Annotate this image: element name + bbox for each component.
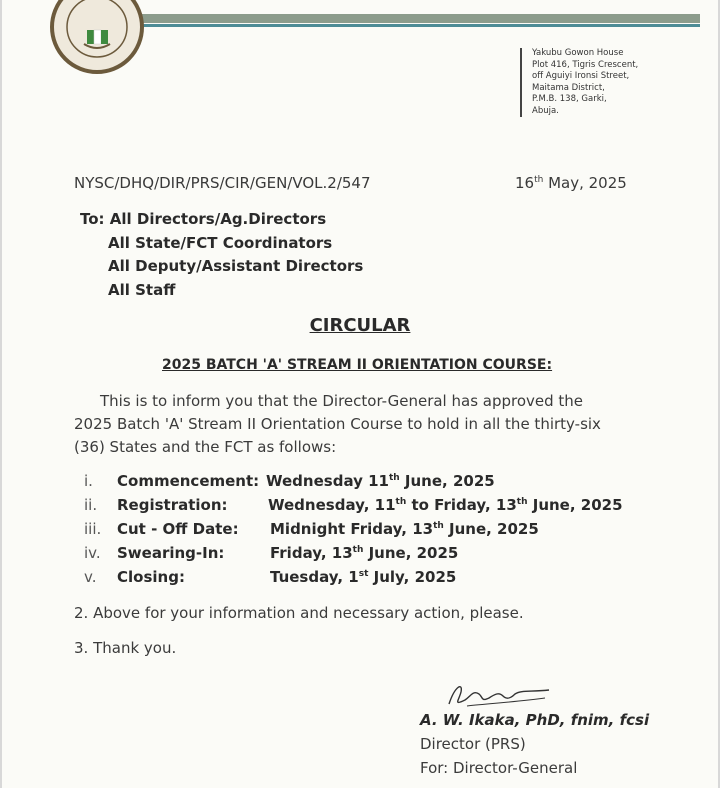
address-line: Abuja. — [532, 105, 559, 116]
item-label: Registration: — [117, 496, 228, 514]
recipient-line: All State/FCT Coordinators — [108, 233, 333, 252]
item-value: Wednesday 11th June, 2025 — [266, 472, 495, 490]
address-line: Maitama District, — [532, 82, 605, 93]
recipient-line: To: All Directors/Ag.Directors — [80, 210, 327, 228]
item-number: iv. — [84, 544, 101, 562]
address-line: Plot 416, Tigris Crescent, — [532, 59, 639, 70]
signer-title: Director (PRS) — [420, 735, 526, 753]
letterhead-address — [520, 48, 638, 117]
letterhead-bar — [140, 14, 700, 23]
item-value: Friday, 13th June, 2025 — [270, 544, 459, 562]
letter-date — [515, 174, 627, 192]
body-line: This is to inform you that the Director-General has approved the — [100, 392, 584, 410]
address-line: P.M.B. 138, Garki, — [532, 94, 607, 104]
closing-paragraph: 2. Above for your information and necessary action, please. — [74, 604, 524, 622]
circular-heading: CIRCULAR — [309, 315, 411, 336]
item-number: v. — [84, 568, 97, 586]
item-label: Commencement: — [117, 472, 260, 490]
item-value: Tuesday, 1st July, 2025 — [270, 568, 457, 586]
item-number: iii. — [84, 520, 102, 538]
item-value: Wednesday, 11th to Friday, 13th June, 2025 — [268, 496, 623, 514]
date-day: 16 — [515, 174, 535, 192]
image-border-left — [0, 0, 2, 788]
address-line: Yakubu Gowon House — [532, 48, 624, 58]
item-number: i. — [84, 472, 93, 490]
body-paragraph — [74, 390, 638, 459]
signer-name: A. W. Ikaka, PhD, fnim, fcsi — [420, 711, 650, 729]
reference-number: NYSC/DHQ/DIR/PRS/CIR/GEN/VOL.2/547 — [74, 174, 371, 192]
item-number: ii. — [84, 496, 98, 514]
date-suffix: th — [534, 175, 544, 185]
item-label: Closing: — [117, 568, 185, 586]
signer-on-behalf: For: Director-General — [420, 759, 578, 777]
nysc-logo — [50, 0, 144, 74]
letterhead-accent-bar — [140, 24, 700, 27]
thank-you-paragraph: 3. Thank you. — [74, 639, 177, 657]
body-line: (36) States and the FCT as follows: — [74, 438, 337, 456]
recipient-line: All Deputy/Assistant Directors — [108, 257, 364, 275]
recipients-block — [80, 208, 363, 302]
date-rest: May, 2025 — [543, 174, 627, 192]
item-value: Midnight Friday, 13th June, 2025 — [270, 520, 539, 538]
address-line: off Aguiyi Ironsi Street, — [532, 71, 630, 81]
item-label: Swearing-In: — [117, 544, 225, 562]
circular-subject: 2025 BATCH 'A' STREAM II ORIENTATION COURSE: — [162, 357, 553, 373]
recipient-line: All Staff — [108, 280, 176, 299]
item-label: Cut - Off Date: — [117, 520, 239, 538]
body-line: 2025 Batch 'A' Stream II Orientation Course to hold in all the thirty-six — [74, 415, 601, 433]
